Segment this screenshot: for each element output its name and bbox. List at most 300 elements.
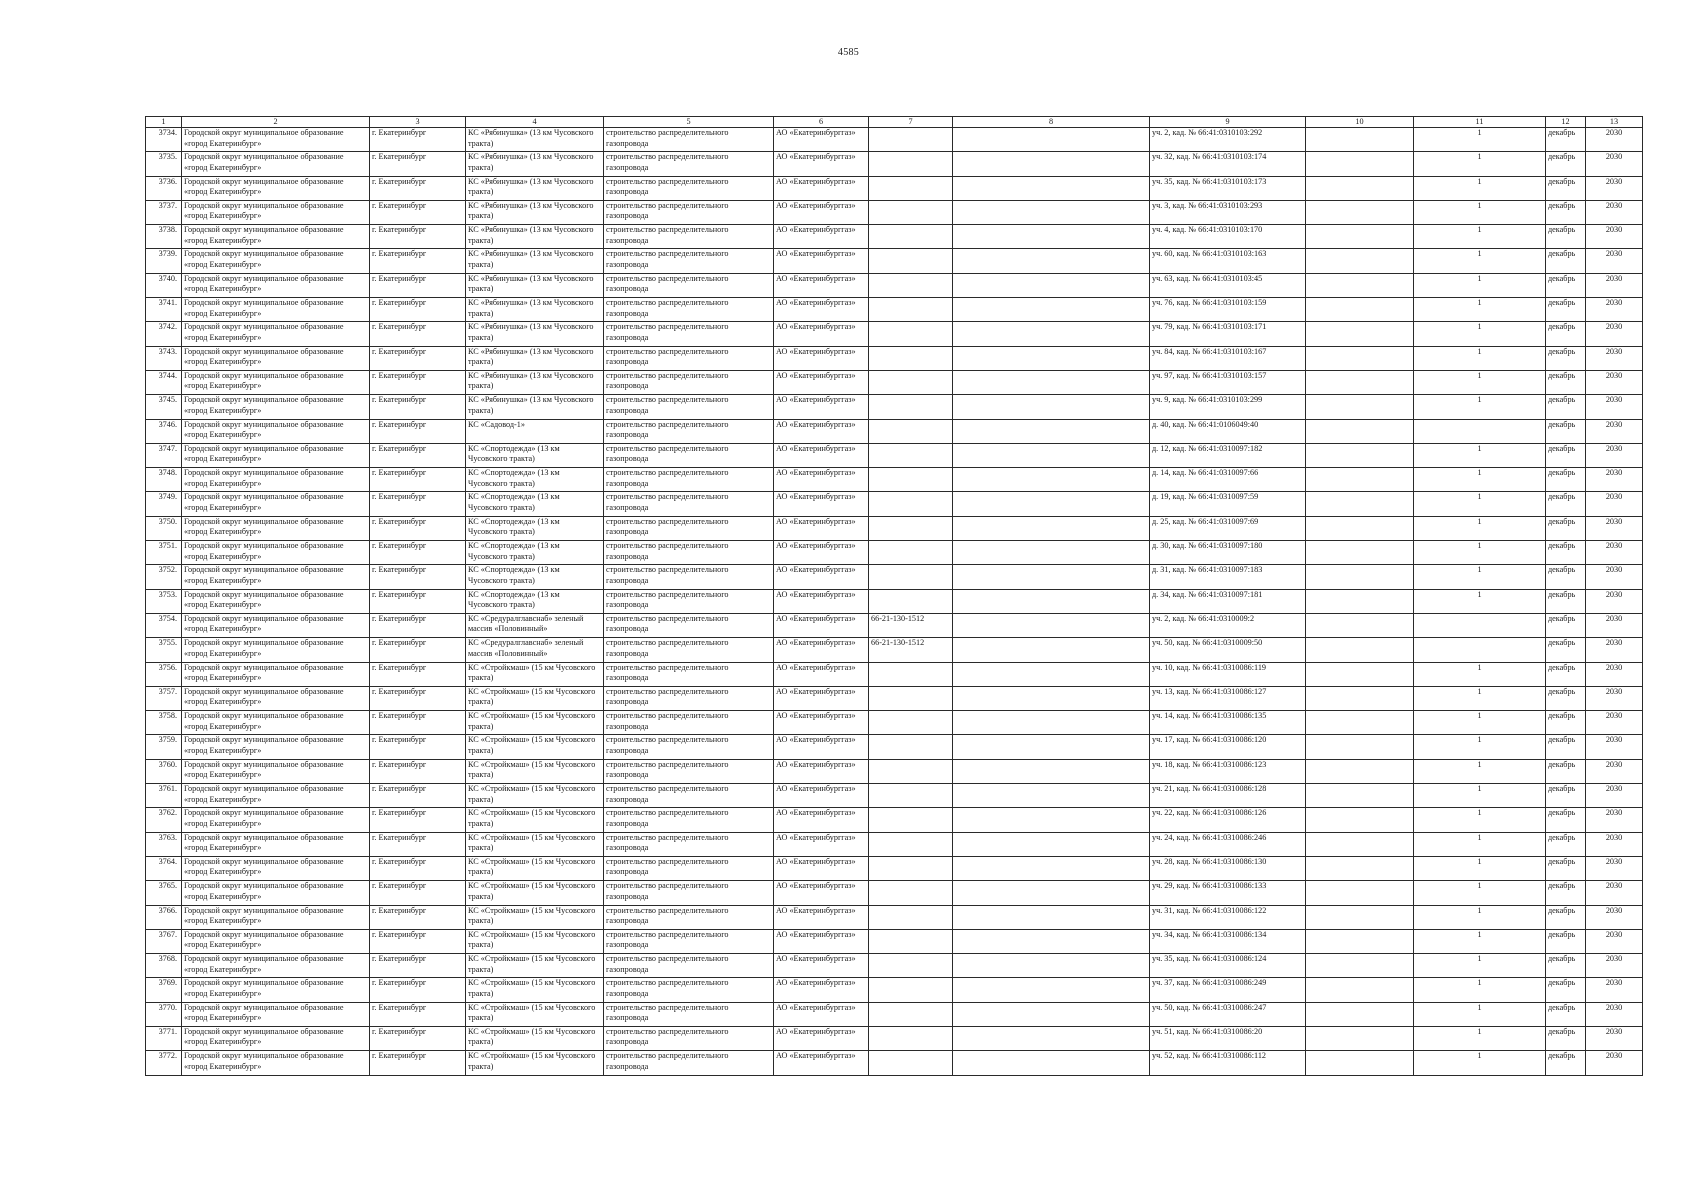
col10-cell	[1306, 613, 1414, 637]
col10-cell	[1306, 735, 1414, 759]
row-number-cell: 3741.	[146, 298, 182, 322]
city-cell: г. Екатеринбург	[370, 565, 466, 589]
work-type-cell: строительство распределительного газопровода	[604, 225, 774, 249]
code-cell	[869, 954, 953, 978]
column-header-2: 2	[182, 117, 370, 128]
table-row	[146, 662, 1643, 686]
count-cell: 1	[1414, 395, 1546, 419]
col10-cell	[1306, 978, 1414, 1002]
count-cell: 1	[1414, 1002, 1546, 1026]
col8-cell	[953, 686, 1150, 710]
organization-cell: АО «Екатеринбурггаз»	[774, 443, 869, 467]
cadastral-cell: уч. 17, кад. № 66:41:0310086:120	[1150, 735, 1306, 759]
col8-cell	[953, 638, 1150, 662]
col10-cell	[1306, 395, 1414, 419]
row-number-cell: 3752.	[146, 565, 182, 589]
col8-cell	[953, 395, 1150, 419]
location-cell: КС «Рябинушка» (13 км Чусовского тракта)	[466, 152, 604, 176]
cadastral-cell: уч. 21, кад. № 66:41:0310086:128	[1150, 784, 1306, 808]
row-number-cell: 3743.	[146, 346, 182, 370]
cadastral-cell: уч. 9, кад. № 66:41:0310103:299	[1150, 395, 1306, 419]
work-type-cell: строительство распределительного газопровода	[604, 1026, 774, 1050]
city-cell: г. Екатеринбург	[370, 978, 466, 1002]
municipality-cell: Городской округ муниципальное образование «город Екатеринбург»	[182, 516, 370, 540]
col8-cell	[953, 613, 1150, 637]
year-cell: 2030	[1586, 784, 1643, 808]
cadastral-cell: д. 14, кад. № 66:41:0310097:66	[1150, 468, 1306, 492]
table-row	[146, 370, 1643, 394]
work-type-cell: строительство распределительного газопровода	[604, 856, 774, 880]
cadastral-cell: уч. 3, кад. № 66:41:0310103:293	[1150, 200, 1306, 224]
location-cell: КС «Стройкмаш» (15 км Чусовского тракта)	[466, 808, 604, 832]
count-cell	[1414, 419, 1546, 443]
count-cell: 1	[1414, 954, 1546, 978]
row-number-cell: 3754.	[146, 613, 182, 637]
count-cell: 1	[1414, 298, 1546, 322]
month-cell: декабрь	[1546, 589, 1586, 613]
code-cell	[869, 856, 953, 880]
col10-cell	[1306, 929, 1414, 953]
code-cell	[869, 905, 953, 929]
work-type-cell: строительство распределительного газопровода	[604, 419, 774, 443]
count-cell: 1	[1414, 1026, 1546, 1050]
city-cell: г. Екатеринбург	[370, 249, 466, 273]
col10-cell	[1306, 541, 1414, 565]
cadastral-cell: уч. 29, кад. № 66:41:0310086:133	[1150, 881, 1306, 905]
col10-cell	[1306, 273, 1414, 297]
location-cell: КС «Рябинушка» (13 км Чусовского тракта)	[466, 176, 604, 200]
month-cell: декабрь	[1546, 443, 1586, 467]
year-cell: 2030	[1586, 978, 1643, 1002]
row-number-cell: 3745.	[146, 395, 182, 419]
header-row	[146, 117, 1643, 128]
city-cell: г. Екатеринбург	[370, 468, 466, 492]
column-header-3: 3	[370, 117, 466, 128]
code-cell	[869, 225, 953, 249]
table-row	[146, 954, 1643, 978]
count-cell: 1	[1414, 808, 1546, 832]
col10-cell	[1306, 905, 1414, 929]
count-cell: 1	[1414, 565, 1546, 589]
city-cell: г. Екатеринбург	[370, 273, 466, 297]
row-number-cell: 3762.	[146, 808, 182, 832]
municipality-cell: Городской округ муниципальное образование «город Екатеринбург»	[182, 346, 370, 370]
col10-cell	[1306, 468, 1414, 492]
table-row	[146, 395, 1643, 419]
count-cell: 1	[1414, 541, 1546, 565]
count-cell: 1	[1414, 711, 1546, 735]
municipality-cell: Городской округ муниципальное образование «город Екатеринбург»	[182, 249, 370, 273]
count-cell: 1	[1414, 225, 1546, 249]
cadastral-cell: д. 30, кад. № 66:41:0310097:180	[1150, 541, 1306, 565]
row-number-cell: 3766.	[146, 905, 182, 929]
col8-cell	[953, 954, 1150, 978]
work-type-cell: строительство распределительного газопровода	[604, 784, 774, 808]
work-type-cell: строительство распределительного газопровода	[604, 686, 774, 710]
organization-cell: АО «Екатеринбурггаз»	[774, 298, 869, 322]
col8-cell	[953, 128, 1150, 152]
col10-cell	[1306, 565, 1414, 589]
organization-cell: АО «Екатеринбурггаз»	[774, 395, 869, 419]
municipality-cell: Городской округ муниципальное образование «город Екатеринбург»	[182, 225, 370, 249]
municipality-cell: Городской округ муниципальное образование «город Екатеринбург»	[182, 808, 370, 832]
table-row	[146, 1051, 1643, 1075]
work-type-cell: строительство распределительного газопровода	[604, 1051, 774, 1075]
col8-cell	[953, 298, 1150, 322]
location-cell: КС «Рябинушка» (13 км Чусовского тракта)	[466, 128, 604, 152]
month-cell: декабрь	[1546, 613, 1586, 637]
location-cell: КС «Стройкмаш» (15 км Чусовского тракта)	[466, 686, 604, 710]
month-cell: декабрь	[1546, 856, 1586, 880]
month-cell: декабрь	[1546, 152, 1586, 176]
year-cell: 2030	[1586, 322, 1643, 346]
city-cell: г. Екатеринбург	[370, 225, 466, 249]
table-row	[146, 832, 1643, 856]
location-cell: КС «Спортодежда» (13 км Чусовского тракта)	[466, 443, 604, 467]
work-type-cell: строительство распределительного газопровода	[604, 176, 774, 200]
col8-cell	[953, 881, 1150, 905]
column-header-5: 5	[604, 117, 774, 128]
year-cell: 2030	[1586, 1051, 1643, 1075]
work-type-cell: строительство распределительного газопровода	[604, 832, 774, 856]
work-type-cell: строительство распределительного газопровода	[604, 711, 774, 735]
organization-cell: АО «Екатеринбурггаз»	[774, 225, 869, 249]
table-row	[146, 711, 1643, 735]
column-header-12: 12	[1546, 117, 1586, 128]
code-cell	[869, 492, 953, 516]
year-cell: 2030	[1586, 128, 1643, 152]
count-cell: 1	[1414, 589, 1546, 613]
table-row	[146, 516, 1643, 540]
month-cell: декабрь	[1546, 686, 1586, 710]
count-cell: 1	[1414, 905, 1546, 929]
col8-cell	[953, 443, 1150, 467]
cadastral-cell: уч. 22, кад. № 66:41:0310086:126	[1150, 808, 1306, 832]
col8-cell	[953, 1002, 1150, 1026]
location-cell: КС «Спортодежда» (13 км Чусовского тракта)	[466, 468, 604, 492]
work-type-cell: строительство распределительного газопровода	[604, 565, 774, 589]
municipality-cell: Городской округ муниципальное образование «город Екатеринбург»	[182, 735, 370, 759]
count-cell: 1	[1414, 249, 1546, 273]
work-type-cell: строительство распределительного газопровода	[604, 613, 774, 637]
count-cell: 1	[1414, 881, 1546, 905]
row-number-cell: 3753.	[146, 589, 182, 613]
year-cell: 2030	[1586, 1026, 1643, 1050]
code-cell	[869, 419, 953, 443]
cadastral-cell: уч. 37, кад. № 66:41:0310086:249	[1150, 978, 1306, 1002]
month-cell: декабрь	[1546, 225, 1586, 249]
col8-cell	[953, 346, 1150, 370]
col10-cell	[1306, 176, 1414, 200]
organization-cell: АО «Екатеринбурггаз»	[774, 589, 869, 613]
col8-cell	[953, 565, 1150, 589]
table-row	[146, 565, 1643, 589]
work-type-cell: строительство распределительного газопровода	[604, 346, 774, 370]
table-body	[146, 128, 1643, 1076]
organization-cell: АО «Екатеринбурггаз»	[774, 565, 869, 589]
organization-cell: АО «Екатеринбурггаз»	[774, 735, 869, 759]
col10-cell	[1306, 856, 1414, 880]
code-cell	[869, 443, 953, 467]
table-header	[146, 117, 1643, 128]
city-cell: г. Екатеринбург	[370, 784, 466, 808]
city-cell: г. Екатеринбург	[370, 370, 466, 394]
cadastral-cell: уч. 32, кад. № 66:41:0310103:174	[1150, 152, 1306, 176]
cadastral-cell: д. 12, кад. № 66:41:0310097:182	[1150, 443, 1306, 467]
cadastral-cell: уч. 34, кад. № 66:41:0310086:134	[1150, 929, 1306, 953]
cadastral-cell: уч. 76, кад. № 66:41:0310103:159	[1150, 298, 1306, 322]
cadastral-cell: уч. 2, кад. № 66:41:0310009:2	[1150, 613, 1306, 637]
cadastral-cell: д. 25, кад. № 66:41:0310097:69	[1150, 516, 1306, 540]
row-number-cell: 3768.	[146, 954, 182, 978]
code-cell	[869, 881, 953, 905]
table-row	[146, 759, 1643, 783]
city-cell: г. Екатеринбург	[370, 1026, 466, 1050]
location-cell: КС «Спортодежда» (13 км Чусовского тракта)	[466, 492, 604, 516]
code-cell	[869, 589, 953, 613]
table-row	[146, 322, 1643, 346]
code-cell	[869, 1002, 953, 1026]
code-cell	[869, 516, 953, 540]
count-cell: 1	[1414, 200, 1546, 224]
col8-cell	[953, 662, 1150, 686]
cadastral-cell: уч. 50, кад. № 66:41:0310009:50	[1150, 638, 1306, 662]
table-row	[146, 419, 1643, 443]
municipality-cell: Городской округ муниципальное образование «город Екатеринбург»	[182, 1051, 370, 1075]
code-cell	[869, 200, 953, 224]
cadastral-cell: уч. 10, кад. № 66:41:0310086:119	[1150, 662, 1306, 686]
count-cell: 1	[1414, 346, 1546, 370]
year-cell: 2030	[1586, 1002, 1643, 1026]
year-cell: 2030	[1586, 759, 1643, 783]
organization-cell: АО «Екатеринбурггаз»	[774, 492, 869, 516]
work-type-cell: строительство распределительного газопровода	[604, 638, 774, 662]
table-row	[146, 443, 1643, 467]
month-cell: декабрь	[1546, 298, 1586, 322]
count-cell: 1	[1414, 735, 1546, 759]
municipality-cell: Городской округ муниципальное образование «город Екатеринбург»	[182, 759, 370, 783]
organization-cell: АО «Екатеринбурггаз»	[774, 662, 869, 686]
work-type-cell: строительство распределительного газопровода	[604, 808, 774, 832]
month-cell: декабрь	[1546, 735, 1586, 759]
month-cell: декабрь	[1546, 832, 1586, 856]
column-header-6: 6	[774, 117, 869, 128]
row-number-cell: 3755.	[146, 638, 182, 662]
city-cell: г. Екатеринбург	[370, 686, 466, 710]
col8-cell	[953, 832, 1150, 856]
location-cell: КС «Стройкмаш» (15 км Чусовского тракта)	[466, 1002, 604, 1026]
count-cell: 1	[1414, 152, 1546, 176]
municipality-cell: Городской округ муниципальное образование «город Екатеринбург»	[182, 784, 370, 808]
cadastral-cell: уч. 28, кад. № 66:41:0310086:130	[1150, 856, 1306, 880]
col8-cell	[953, 492, 1150, 516]
work-type-cell: строительство распределительного газопровода	[604, 322, 774, 346]
month-cell: декабрь	[1546, 954, 1586, 978]
col10-cell	[1306, 322, 1414, 346]
month-cell: декабрь	[1546, 1051, 1586, 1075]
document-table	[145, 116, 1643, 1076]
code-cell: 66-21-130-1512	[869, 613, 953, 637]
city-cell: г. Екатеринбург	[370, 200, 466, 224]
table-row	[146, 346, 1643, 370]
table-row	[146, 1002, 1643, 1026]
municipality-cell: Городской округ муниципальное образование «город Екатеринбург»	[182, 905, 370, 929]
cadastral-cell: д. 40, кад. № 66:41:0106049:40	[1150, 419, 1306, 443]
count-cell: 1	[1414, 322, 1546, 346]
cadastral-cell: д. 34, кад. № 66:41:0310097:181	[1150, 589, 1306, 613]
month-cell: декабрь	[1546, 711, 1586, 735]
year-cell: 2030	[1586, 638, 1643, 662]
col8-cell	[953, 468, 1150, 492]
municipality-cell: Городской округ муниципальное образование «город Екатеринбург»	[182, 273, 370, 297]
cadastral-cell: уч. 2, кад. № 66:41:0310103:292	[1150, 128, 1306, 152]
year-cell: 2030	[1586, 832, 1643, 856]
location-cell: КС «Рябинушка» (13 км Чусовского тракта)	[466, 370, 604, 394]
table-row	[146, 808, 1643, 832]
col10-cell	[1306, 662, 1414, 686]
row-number-cell: 3771.	[146, 1026, 182, 1050]
municipality-cell: Городской округ муниципальное образование «город Екатеринбург»	[182, 322, 370, 346]
row-number-cell: 3765.	[146, 881, 182, 905]
count-cell: 1	[1414, 784, 1546, 808]
year-cell: 2030	[1586, 200, 1643, 224]
col8-cell	[953, 759, 1150, 783]
row-number-cell: 3757.	[146, 686, 182, 710]
code-cell	[869, 370, 953, 394]
work-type-cell: строительство распределительного газопровода	[604, 298, 774, 322]
organization-cell: АО «Екатеринбурггаз»	[774, 1026, 869, 1050]
municipality-cell: Городской округ муниципальное образование «город Екатеринбург»	[182, 492, 370, 516]
organization-cell: АО «Екатеринбурггаз»	[774, 808, 869, 832]
count-cell: 1	[1414, 128, 1546, 152]
location-cell: КС «Рябинушка» (13 км Чусовского тракта)	[466, 225, 604, 249]
col10-cell	[1306, 249, 1414, 273]
municipality-cell: Городской округ муниципальное образование «город Екатеринбург»	[182, 298, 370, 322]
location-cell: КС «Стройкмаш» (15 км Чусовского тракта)	[466, 1051, 604, 1075]
year-cell: 2030	[1586, 176, 1643, 200]
col10-cell	[1306, 589, 1414, 613]
code-cell	[869, 298, 953, 322]
organization-cell: АО «Екатеринбурггаз»	[774, 273, 869, 297]
cadastral-cell: д. 19, кад. № 66:41:0310097:59	[1150, 492, 1306, 516]
col8-cell	[953, 176, 1150, 200]
col8-cell	[953, 735, 1150, 759]
month-cell: декабрь	[1546, 200, 1586, 224]
work-type-cell: строительство распределительного газопровода	[604, 978, 774, 1002]
municipality-cell: Городской округ муниципальное образование «город Екатеринбург»	[182, 176, 370, 200]
code-cell: 66-21-130-1512	[869, 638, 953, 662]
table-row	[146, 128, 1643, 152]
month-cell: декабрь	[1546, 419, 1586, 443]
col10-cell	[1306, 686, 1414, 710]
col8-cell	[953, 1051, 1150, 1075]
row-number-cell: 3747.	[146, 443, 182, 467]
column-header-1: 1	[146, 117, 182, 128]
cadastral-cell: уч. 51, кад. № 66:41:0310086:20	[1150, 1026, 1306, 1050]
year-cell: 2030	[1586, 516, 1643, 540]
city-cell: г. Екатеринбург	[370, 346, 466, 370]
location-cell: КС «Рябинушка» (13 км Чусовского тракта)	[466, 249, 604, 273]
code-cell	[869, 784, 953, 808]
month-cell: декабрь	[1546, 541, 1586, 565]
year-cell: 2030	[1586, 492, 1643, 516]
month-cell: декабрь	[1546, 905, 1586, 929]
cadastral-cell: уч. 4, кад. № 66:41:0310103:170	[1150, 225, 1306, 249]
year-cell: 2030	[1586, 468, 1643, 492]
location-cell: КС «Стройкмаш» (15 км Чусовского тракта)	[466, 735, 604, 759]
table-row	[146, 589, 1643, 613]
col10-cell	[1306, 638, 1414, 662]
location-cell: КС «Спортодежда» (13 км Чусовского тракта)	[466, 541, 604, 565]
year-cell: 2030	[1586, 152, 1643, 176]
location-cell: КС «Садовод-1»	[466, 419, 604, 443]
code-cell	[869, 686, 953, 710]
col10-cell	[1306, 492, 1414, 516]
month-cell: декабрь	[1546, 273, 1586, 297]
cadastral-cell: уч. 24, кад. № 66:41:0310086:246	[1150, 832, 1306, 856]
organization-cell: АО «Екатеринбурггаз»	[774, 176, 869, 200]
organization-cell: АО «Екатеринбурггаз»	[774, 954, 869, 978]
municipality-cell: Городской округ муниципальное образование «город Екатеринбург»	[182, 929, 370, 953]
city-cell: г. Екатеринбург	[370, 881, 466, 905]
year-cell: 2030	[1586, 686, 1643, 710]
col8-cell	[953, 541, 1150, 565]
municipality-cell: Городской округ муниципальное образование «город Екатеринбург»	[182, 711, 370, 735]
work-type-cell: строительство распределительного газопровода	[604, 881, 774, 905]
city-cell: г. Екатеринбург	[370, 856, 466, 880]
year-cell: 2030	[1586, 346, 1643, 370]
location-cell: КС «Спортодежда» (13 км Чусовского тракта)	[466, 589, 604, 613]
row-number-cell: 3746.	[146, 419, 182, 443]
location-cell: КС «Рябинушка» (13 км Чусовского тракта)	[466, 346, 604, 370]
work-type-cell: строительство распределительного газопровода	[604, 735, 774, 759]
year-cell: 2030	[1586, 298, 1643, 322]
row-number-cell: 3735.	[146, 152, 182, 176]
municipality-cell: Городской округ муниципальное образование «город Екатеринбург»	[182, 613, 370, 637]
municipality-cell: Городской округ муниципальное образование «город Екатеринбург»	[182, 1002, 370, 1026]
organization-cell: АО «Екатеринбурггаз»	[774, 152, 869, 176]
code-cell	[869, 322, 953, 346]
col10-cell	[1306, 298, 1414, 322]
organization-cell: АО «Екатеринбурггаз»	[774, 419, 869, 443]
table-row	[146, 784, 1643, 808]
work-type-cell: строительство распределительного газопровода	[604, 759, 774, 783]
organization-cell: АО «Екатеринбурггаз»	[774, 468, 869, 492]
location-cell: КС «Стройкмаш» (15 км Чусовского тракта)	[466, 954, 604, 978]
organization-cell: АО «Екатеринбурггаз»	[774, 881, 869, 905]
year-cell: 2030	[1586, 370, 1643, 394]
code-cell	[869, 346, 953, 370]
col10-cell	[1306, 370, 1414, 394]
city-cell: г. Екатеринбург	[370, 128, 466, 152]
col8-cell	[953, 419, 1150, 443]
code-cell	[869, 395, 953, 419]
table-row	[146, 1026, 1643, 1050]
col8-cell	[953, 273, 1150, 297]
code-cell	[869, 128, 953, 152]
year-cell: 2030	[1586, 881, 1643, 905]
year-cell: 2030	[1586, 541, 1643, 565]
column-header-9: 9	[1150, 117, 1306, 128]
col8-cell	[953, 200, 1150, 224]
row-number-cell: 3759.	[146, 735, 182, 759]
col8-cell	[953, 856, 1150, 880]
col8-cell	[953, 249, 1150, 273]
month-cell: декабрь	[1546, 370, 1586, 394]
count-cell: 1	[1414, 929, 1546, 953]
month-cell: декабрь	[1546, 395, 1586, 419]
city-cell: г. Екатеринбург	[370, 298, 466, 322]
